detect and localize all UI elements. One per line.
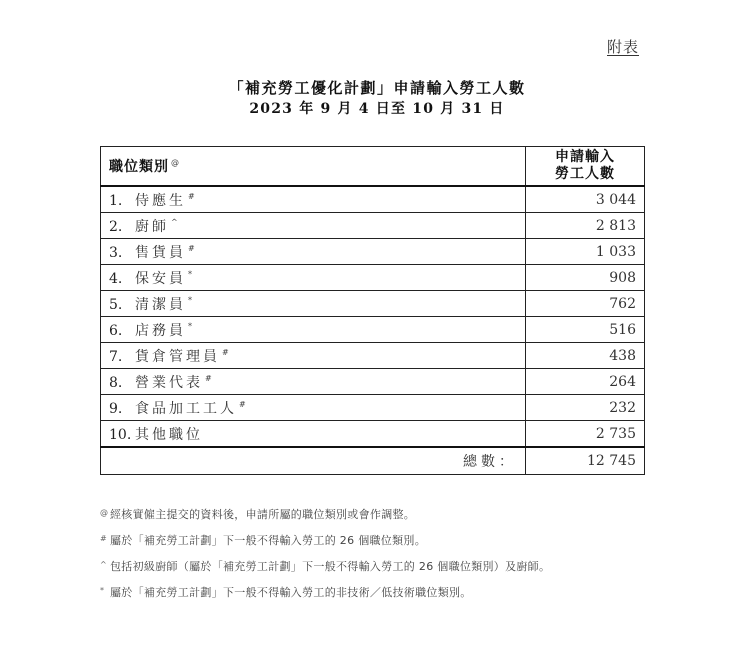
table-row — [101, 317, 645, 343]
total-row — [101, 447, 645, 475]
row-category — [101, 213, 526, 239]
row-category-label: 其他職位 — [135, 426, 203, 443]
table-row — [101, 395, 645, 421]
row-count: 1 033 — [526, 239, 645, 265]
row-count: 3 044 — [526, 186, 645, 213]
row-number: 3. — [109, 244, 123, 261]
footnote-mark: ^ — [171, 217, 181, 227]
row-category — [101, 291, 526, 317]
table-row — [101, 213, 645, 239]
total-label: 總數： — [101, 447, 526, 475]
table-row — [101, 369, 645, 395]
table-row — [101, 239, 645, 265]
footnote-mark: ^ — [100, 560, 107, 569]
title-main: 「補充勞工優化計劃」申請輸入勞工人數 — [228, 79, 526, 97]
row-category — [101, 317, 526, 343]
row-count: 516 — [526, 317, 645, 343]
footnote-text: 經核實僱主提交的資料後，申請所屬的職位類別或會作調整。 — [110, 508, 416, 521]
footnote-mark: * — [188, 321, 195, 331]
footnote-mark: # — [222, 347, 232, 357]
row-category — [101, 239, 526, 265]
row-category — [101, 421, 526, 448]
annex-label: 附表 — [607, 38, 640, 56]
footnote-text: 屬於「補充勞工計劃」下一般不得輸入勞工的非技術／低技術職位類別。 — [110, 586, 472, 599]
footnote-mark: # — [239, 399, 249, 409]
footnote-item — [100, 580, 550, 606]
row-category — [101, 369, 526, 395]
footnote-mark: # — [188, 243, 198, 253]
header-count-line2: 勞工人數 — [555, 166, 615, 182]
footnote-text: 包括初級廚師（屬於「補充勞工計劃」下一般不得輸入勞工的 26 個職位類別）及廚師。 — [110, 560, 551, 573]
footnote-mark: # — [188, 191, 198, 201]
applications-table — [100, 146, 645, 475]
table-row — [101, 421, 645, 448]
row-category — [101, 395, 526, 421]
footnote-mark: # — [100, 534, 107, 543]
row-category — [101, 343, 526, 369]
footnote-item — [100, 502, 550, 528]
document-title — [0, 78, 744, 120]
row-category-label: 售貨員 — [135, 244, 186, 261]
footnotes — [100, 502, 550, 606]
header-category-label: 職位類別 — [109, 159, 169, 175]
row-number: 1. — [109, 192, 123, 209]
row-category — [101, 186, 526, 213]
row-category-label: 營業代表 — [135, 374, 203, 391]
footnote-mark: @ — [100, 508, 108, 517]
row-category-label: 店務員 — [135, 322, 186, 339]
row-number: 7. — [109, 348, 123, 365]
header-category — [101, 147, 526, 187]
row-category — [101, 265, 526, 291]
table-row — [101, 343, 645, 369]
footnote-mark: * — [188, 295, 195, 305]
table-header-row — [101, 147, 645, 187]
row-count: 908 — [526, 265, 645, 291]
footnote-mark: * — [100, 586, 104, 595]
total-value: 12 745 — [526, 447, 645, 475]
row-count: 2 735 — [526, 421, 645, 448]
footnote-item — [100, 554, 550, 580]
row-category-label: 廚師 — [135, 218, 169, 235]
footnote-mark: * — [188, 269, 195, 279]
row-count: 762 — [526, 291, 645, 317]
table-row — [101, 265, 645, 291]
row-number: 5. — [109, 296, 123, 313]
footnote-item — [100, 528, 550, 554]
header-count — [526, 147, 645, 187]
row-number: 4. — [109, 270, 123, 287]
row-category-label: 侍應生 — [135, 192, 186, 209]
row-count: 438 — [526, 343, 645, 369]
row-category-label: 食品加工工人 — [135, 400, 237, 417]
table-row — [101, 186, 645, 213]
row-count: 2 813 — [526, 213, 645, 239]
row-number: 6. — [109, 322, 123, 339]
footnote-text: 屬於「補充勞工計劃」下一般不得輸入勞工的 26 個職位類別。 — [110, 534, 426, 547]
footnote-mark: # — [205, 373, 215, 383]
row-category-label: 保安員 — [135, 270, 186, 287]
row-number: 2. — [109, 218, 123, 235]
row-number: 10. — [109, 426, 132, 443]
row-number: 9. — [109, 400, 123, 417]
table-row — [101, 291, 645, 317]
title-date-range: 2023 年 9 月 4 日至 10 月 31 日 — [249, 101, 505, 117]
row-category-label: 貨倉管理員 — [135, 348, 220, 365]
row-count: 264 — [526, 369, 645, 395]
header-count-line1: 申請輸入 — [555, 149, 615, 165]
row-number: 8. — [109, 374, 123, 391]
row-count: 232 — [526, 395, 645, 421]
row-category-label: 清潔員 — [135, 296, 186, 313]
footnote-mark: @ — [171, 158, 180, 168]
